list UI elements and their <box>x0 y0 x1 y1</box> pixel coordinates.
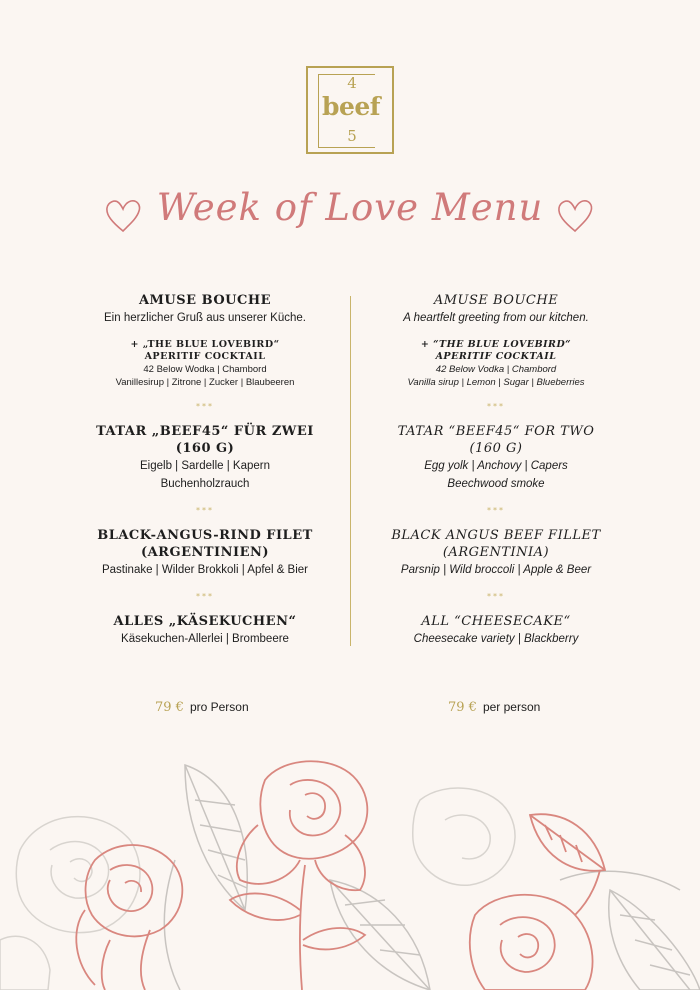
separator: *** <box>196 402 214 411</box>
course-description: A heartfelt greeting from our kitchen. <box>403 312 589 324</box>
course-description: Egg yolk | Anchovy | Capers <box>424 460 568 472</box>
cocktail-ingredients: Vanilla sirup | Lemon | Sugar | Blueberries <box>407 377 585 388</box>
course-title: TATAR „BEEF45“ FÜR ZWEI <box>96 424 314 439</box>
price-label: per person <box>482 700 541 714</box>
course-description: Käsekuchen-Allerlei | Brombeere <box>121 633 289 645</box>
course-title: BLACK-ANGUS-RIND FILET <box>97 528 313 543</box>
separator: *** <box>487 402 505 411</box>
course-title: TATAR “BEEF45“ FOR TWO <box>397 424 595 439</box>
cocktail-type: APERITIF COCKTAIL <box>435 351 557 362</box>
course-title: AMUSE BOUCHE <box>138 293 272 308</box>
logo <box>306 66 394 154</box>
separator: *** <box>487 506 505 515</box>
leaf-icon <box>164 765 700 990</box>
course-description: Ein herzlicher Gruß aus unserer Küche. <box>104 312 306 324</box>
logo-number-four: 4 <box>347 74 357 92</box>
price-amount: 79 € <box>448 700 477 715</box>
menu-title: Week of Love Menu <box>156 186 544 229</box>
rose-illustration <box>0 740 700 990</box>
menu-column-english <box>336 292 656 648</box>
course-weight: (160 G) <box>175 441 235 456</box>
course-weight: (160 G) <box>469 441 523 456</box>
cocktail-type: APERITIF COCKTAIL <box>144 351 266 362</box>
course-title: ALLES „KÄSEKUCHEN“ <box>113 614 297 629</box>
cocktail-name: + “THE BLUE LOVEBIRD“ <box>420 339 572 350</box>
rose-icon <box>76 761 605 990</box>
rose-icon <box>0 788 515 990</box>
logo-word: beef <box>321 92 381 121</box>
course-description: Eigelb | Sardelle | Kapern <box>140 460 270 472</box>
cocktail-ingredients: 42 Below Wodka | Chambord <box>143 364 267 375</box>
separator: *** <box>196 506 214 515</box>
heart-icon <box>104 198 142 234</box>
course-title: AMUSE BOUCHE <box>433 293 559 308</box>
cocktail-ingredients: 42 Below Vodka | Chambord <box>435 364 557 375</box>
price-german <box>155 700 249 715</box>
course-description: Parsnip | Wild broccoli | Apple & Beer <box>400 564 592 576</box>
cocktail-ingredients: Vanillesirup | Zitrone | Zucker | Blaubeeren <box>115 377 295 388</box>
course-origin: (ARGENTINIEN) <box>140 545 270 560</box>
logo-number-five: 5 <box>347 127 357 145</box>
separator: *** <box>196 592 214 601</box>
course-description: Pastinake | Wilder Brokkoli | Apfel & Bier <box>101 564 309 576</box>
price-label: pro Person <box>189 700 249 714</box>
course-title: ALL “CHEESECAKE“ <box>421 614 571 629</box>
course-origin: (ARGENTINIA) <box>442 545 550 560</box>
menu-column-german <box>45 292 365 648</box>
course-description: Cheesecake variety | Blackberry <box>413 633 579 645</box>
price-amount: 79 € <box>155 700 184 715</box>
course-description: Buchenholzrauch <box>160 478 250 490</box>
separator: *** <box>487 592 505 601</box>
course-description: Beechwood smoke <box>447 478 545 490</box>
heart-icon <box>556 198 594 234</box>
price-english <box>448 700 540 715</box>
cocktail-name: + „THE BLUE LOVEBIRD“ <box>130 339 280 350</box>
course-title: BLACK ANGUS BEEF FILLET <box>391 528 601 543</box>
